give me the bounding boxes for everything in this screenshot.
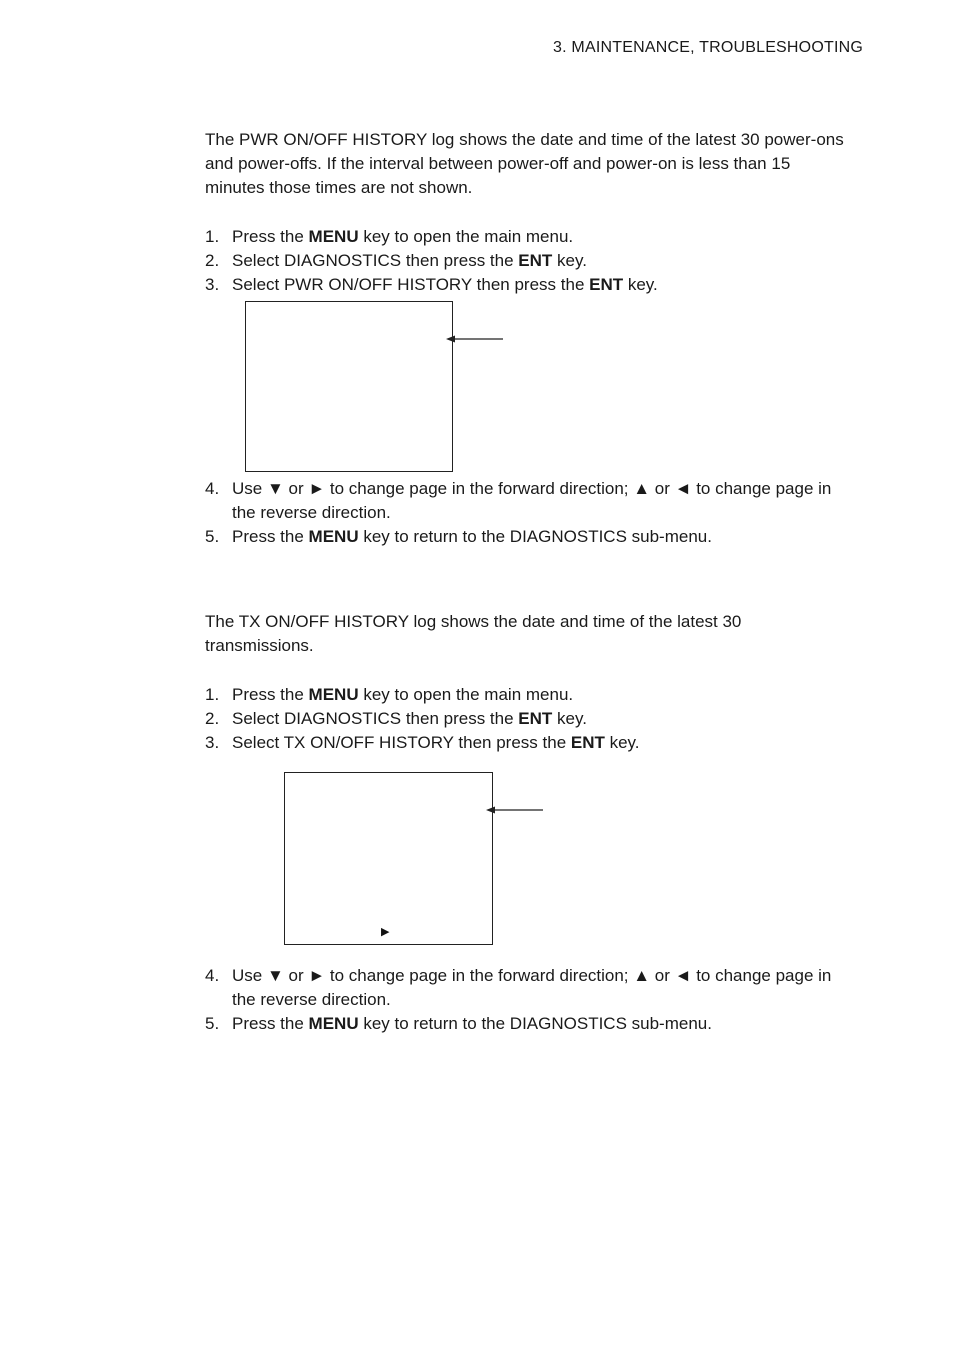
tx-history-steps (205, 683, 845, 755)
key-name: MENU (308, 1014, 359, 1033)
step-text: Use ▼ or ► to change page in the forward direction; ▲ or ◄ to change page in the reverse direction. (232, 966, 832, 1009)
step-text: Press the MENU key to return to the DIAGNOSTICS sub-menu. (232, 1014, 712, 1033)
list-item (205, 249, 845, 273)
key-name: ENT (570, 733, 605, 752)
step-text: Select DIAGNOSTICS then press the ENT key. (232, 251, 587, 270)
step-number: 3. (205, 275, 220, 294)
step-text: Press the MENU key to return to the DIAGNOSTICS sub-menu. (232, 527, 712, 546)
next-page-marker-icon: ▶ (381, 926, 390, 938)
key-name: ENT (518, 251, 553, 270)
step-text: Select TX ON/OFF HISTORY then press the ENT key. (232, 733, 640, 752)
list-item (205, 273, 845, 297)
page-header: 3. MAINTENANCE, TROUBLESHOOTING (553, 39, 863, 56)
step-text: Select PWR ON/OFF HISTORY then press the ENT key. (232, 275, 658, 294)
step-number: 2. (205, 709, 220, 728)
pwr-history-steps-continued (205, 477, 845, 549)
step-text: Press the MENU key to open the main menu. (232, 685, 574, 704)
key-name: ENT (518, 709, 553, 728)
step-number: 5. (205, 527, 220, 546)
step-text: Select DIAGNOSTICS then press the ENT key. (232, 709, 587, 728)
key-name: MENU (308, 527, 359, 546)
list-item (205, 225, 845, 249)
step-number: 1. (205, 227, 220, 246)
list-item (205, 525, 845, 549)
tx-history-steps-continued (205, 964, 845, 1036)
tx-history-intro: The TX ON/OFF HISTORY log shows the date and time of the latest 30 transmissions. (205, 612, 742, 655)
pwr-history-steps (205, 225, 845, 297)
step-number: 4. (205, 479, 220, 498)
step-number: 1. (205, 685, 220, 704)
list-item (205, 683, 845, 707)
step-number: 2. (205, 251, 220, 270)
pwr-history-screen-illustration (245, 301, 453, 472)
pwr-history-intro: The PWR ON/OFF HISTORY log shows the date and time of the latest 30 power-ons and power-offs. If the interval between power-off and power-on is less than 15 minutes those times are not shown. (205, 130, 844, 197)
step-number: 3. (205, 733, 220, 752)
step-number: 4. (205, 966, 220, 985)
step-text: Press the MENU key to open the main menu. (232, 227, 574, 246)
step-text: Use ▼ or ► to change page in the forward direction; ▲ or ◄ to change page in the reverse direction. (232, 479, 832, 522)
list-item (205, 731, 845, 755)
tx-screen-callout-arrow (485, 801, 547, 819)
list-item (205, 1012, 845, 1036)
list-item (205, 964, 845, 1012)
key-name: MENU (308, 685, 359, 704)
list-item (205, 477, 845, 525)
tx-history-screen-illustration (284, 772, 493, 945)
key-name: ENT (589, 275, 624, 294)
list-item (205, 707, 845, 731)
pwr-screen-callout-arrow (445, 330, 507, 348)
step-number: 5. (205, 1014, 220, 1033)
key-name: MENU (308, 227, 359, 246)
